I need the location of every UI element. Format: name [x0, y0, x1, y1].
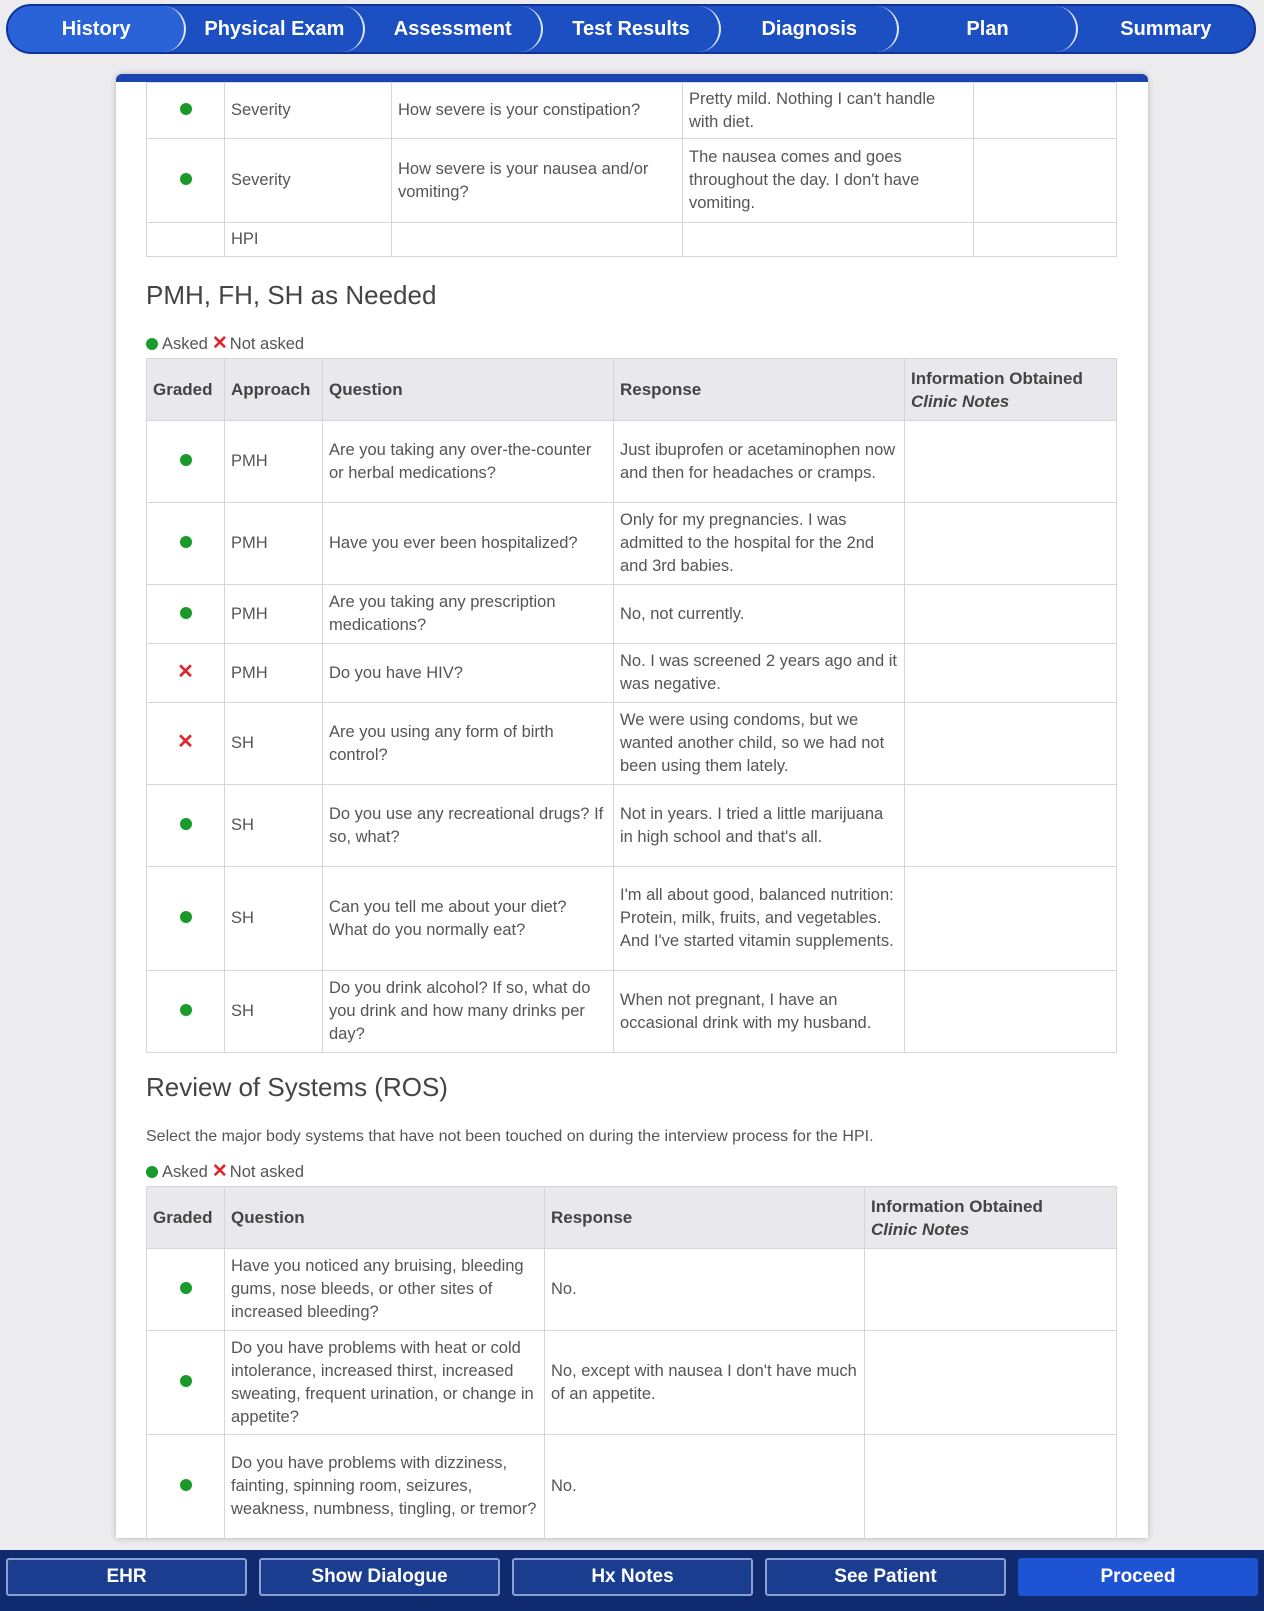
notes-cell — [865, 1331, 1117, 1435]
response-cell: Pretty mild. Nothing I can't handle with diet. — [683, 83, 974, 139]
asked-icon — [180, 536, 192, 548]
status-cell — [147, 585, 225, 644]
approach-cell: PMH — [225, 585, 323, 644]
question-cell: Do you drink alcohol? If so, what do you drink and how many drinks per day? — [323, 971, 614, 1053]
status-cell — [147, 421, 225, 503]
question-cell: Have you noticed any bruising, bleeding gums, nose bleeds, or other sites of increased bleeding? — [225, 1249, 545, 1331]
column-header-graded: Graded — [147, 359, 225, 421]
approach-cell: SH — [225, 785, 323, 867]
column-header-approach: Approach — [225, 359, 323, 421]
column-header-question: Question — [225, 1187, 545, 1249]
status-cell — [147, 223, 225, 257]
column-header-question: Question — [323, 359, 614, 421]
history-summary-panel — [116, 74, 1148, 1538]
table-row — [147, 785, 1117, 867]
pmh-legend — [146, 334, 304, 354]
question-cell: Are you taking any prescription medications? — [323, 585, 614, 644]
notes-cell — [905, 421, 1117, 503]
proceed-button[interactable]: Proceed — [1018, 1558, 1258, 1596]
table-row — [147, 1331, 1117, 1435]
step-navigation — [6, 4, 1256, 54]
show-dialogue-button[interactable]: Show Dialogue — [259, 1558, 500, 1596]
question-cell: Do you have problems with dizziness, fainting, spinning room, seizures, weakness, numbness, tingling, or tremor? — [225, 1435, 545, 1539]
response-cell: No. — [545, 1435, 865, 1539]
legend-not-asked-label: Not asked — [229, 335, 305, 353]
empty-cell — [974, 223, 1117, 257]
legend-asked-label: Asked — [162, 335, 208, 353]
status-cell — [147, 703, 225, 785]
approach-cell: PMH — [225, 421, 323, 503]
bottom-action-bar — [0, 1550, 1264, 1611]
status-cell — [147, 503, 225, 585]
table-header-row — [147, 1187, 1117, 1249]
question-cell: Are you using any form of birth control? — [323, 703, 614, 785]
asked-icon — [180, 1004, 192, 1016]
asked-icon — [180, 103, 192, 115]
tab-history[interactable]: History — [8, 6, 186, 52]
question-cell: How severe is your nausea and/or vomiting? — [392, 139, 683, 223]
notes-cell — [905, 971, 1117, 1053]
not-asked-icon: ✕ — [177, 731, 194, 753]
table-row — [147, 223, 1117, 257]
empty-cell — [683, 223, 974, 257]
status-cell — [147, 785, 225, 867]
asked-icon — [180, 173, 192, 185]
ros-table — [146, 1186, 1117, 1538]
approach-cell: Severity — [225, 139, 392, 223]
question-cell: Do you have HIV? — [323, 644, 614, 703]
response-cell: No. I was screened 2 years ago and it was negative. — [614, 644, 905, 703]
asked-icon — [180, 911, 192, 923]
notes-cell — [905, 644, 1117, 703]
response-cell: No, except with nausea I don't have much of an appetite. — [545, 1331, 865, 1435]
see-patient-button[interactable]: See Patient — [765, 1558, 1006, 1596]
response-cell: Just ibuprofen or acetaminophen now and then for headaches or cramps. — [614, 421, 905, 503]
approach-cell: PMH — [225, 644, 323, 703]
asked-icon — [180, 1479, 192, 1491]
status-cell — [147, 1331, 225, 1435]
table-row — [147, 421, 1117, 503]
asked-icon — [180, 1375, 192, 1387]
ros-instructions: Select the major body systems that have not been touched on during the interview process for the HPI. — [146, 1128, 874, 1145]
legend-asked-label: Asked — [162, 1163, 208, 1181]
pmh-table — [146, 358, 1117, 1053]
asked-icon — [180, 818, 192, 830]
response-cell: No. — [545, 1249, 865, 1331]
tab-test-results[interactable]: Test Results — [543, 6, 721, 52]
tab-summary[interactable]: Summary — [1120, 17, 1212, 40]
not-asked-icon: ✕ — [211, 333, 228, 354]
question-cell: Do you have problems with heat or cold intolerance, increased thirst, increased sweating, frequent urination, or change in appetite? — [225, 1331, 545, 1435]
status-cell — [147, 644, 225, 703]
notes-cell — [905, 585, 1117, 644]
response-cell: No, not currently. — [614, 585, 905, 644]
approach-cell: SH — [225, 703, 323, 785]
column-header-info — [905, 359, 1117, 421]
tab-plan[interactable]: Plan — [899, 6, 1077, 52]
hx-notes-button[interactable]: Hx Notes — [512, 1558, 753, 1596]
tab-assessment[interactable]: Assessment — [365, 6, 543, 52]
approach-cell: Severity — [225, 83, 392, 139]
notes-cell — [974, 139, 1117, 223]
approach-cell: SH — [225, 867, 323, 971]
response-cell: Only for my pregnancies. I was admitted to the hospital for the 2nd and 3rd babies. — [614, 503, 905, 585]
empty-cell — [392, 223, 683, 257]
asked-icon — [180, 607, 192, 619]
pmh-heading: PMH, FH, SH as Needed — [146, 280, 437, 310]
legend-not-asked-label: Not asked — [229, 1163, 305, 1181]
response-cell: We were using condoms, but we wanted another child, so we had not been using them lately. — [614, 703, 905, 785]
asked-icon — [180, 454, 192, 466]
question-cell: Are you taking any over-the-counter or herbal medications? — [323, 421, 614, 503]
not-asked-icon: ✕ — [177, 660, 194, 683]
tab-physical-exam[interactable]: Physical Exam — [186, 6, 364, 52]
response-cell: The nausea comes and goes throughout the day. I don't have vomiting. — [683, 139, 974, 223]
notes-cell — [974, 83, 1117, 139]
approach-cell: PMH — [225, 503, 323, 585]
column-header-response: Response — [545, 1187, 865, 1249]
approach-cell: SH — [225, 971, 323, 1053]
status-cell — [147, 139, 225, 223]
notes-cell — [905, 785, 1117, 867]
notes-cell — [905, 503, 1117, 585]
table-header-row — [147, 359, 1117, 421]
response-cell: Not in years. I tried a little marijuana in high school and that's all. — [614, 785, 905, 867]
status-cell — [147, 1435, 225, 1539]
asked-icon — [146, 338, 158, 350]
ros-heading: Review of Systems (ROS) — [146, 1072, 448, 1102]
status-cell — [147, 867, 225, 971]
notes-cell — [865, 1249, 1117, 1331]
status-cell — [147, 971, 225, 1053]
table-row — [147, 139, 1117, 223]
asked-icon — [180, 1282, 192, 1294]
ehr-button[interactable]: EHR — [6, 1558, 247, 1596]
table-row — [147, 1435, 1117, 1539]
tab-diagnosis[interactable]: Diagnosis — [721, 6, 899, 52]
table-row — [147, 503, 1117, 585]
status-cell — [147, 83, 225, 139]
table-row — [147, 971, 1117, 1053]
question-cell: Do you use any recreational drugs? If so, what? — [323, 785, 614, 867]
notes-cell — [905, 703, 1117, 785]
ros-legend — [146, 1162, 304, 1182]
table-row — [147, 1249, 1117, 1331]
response-cell: I'm all about good, balanced nutrition: Protein, milk, fruits, and vegetables. And I've started vitamin supplements. — [614, 867, 905, 971]
table-row — [147, 703, 1117, 785]
question-cell: Have you ever been hospitalized? — [323, 503, 614, 585]
not-asked-icon: ✕ — [211, 1161, 228, 1182]
notes-cell — [905, 867, 1117, 971]
notes-label: Clinic Notes — [871, 1219, 970, 1239]
table-row — [147, 585, 1117, 644]
info-label: Information Obtained — [911, 368, 1083, 388]
notes-cell — [865, 1435, 1117, 1539]
response-cell: When not pregnant, I have an occasional drink with my husband. — [614, 971, 905, 1053]
question-cell: How severe is your constipation? — [392, 83, 683, 139]
hpi-table — [146, 82, 1117, 257]
info-label: Information Obtained — [871, 1196, 1043, 1216]
status-cell — [147, 1249, 225, 1331]
table-row — [147, 83, 1117, 139]
notes-label: Clinic Notes — [911, 391, 1010, 411]
asked-icon — [146, 1166, 158, 1178]
table-row — [147, 644, 1117, 703]
column-header-info — [865, 1187, 1117, 1249]
column-header-response: Response — [614, 359, 905, 421]
question-cell: Can you tell me about your diet? What do you normally eat? — [323, 867, 614, 971]
section-footer-label: HPI — [225, 223, 392, 257]
column-header-graded: Graded — [147, 1187, 225, 1249]
table-row — [147, 867, 1117, 971]
